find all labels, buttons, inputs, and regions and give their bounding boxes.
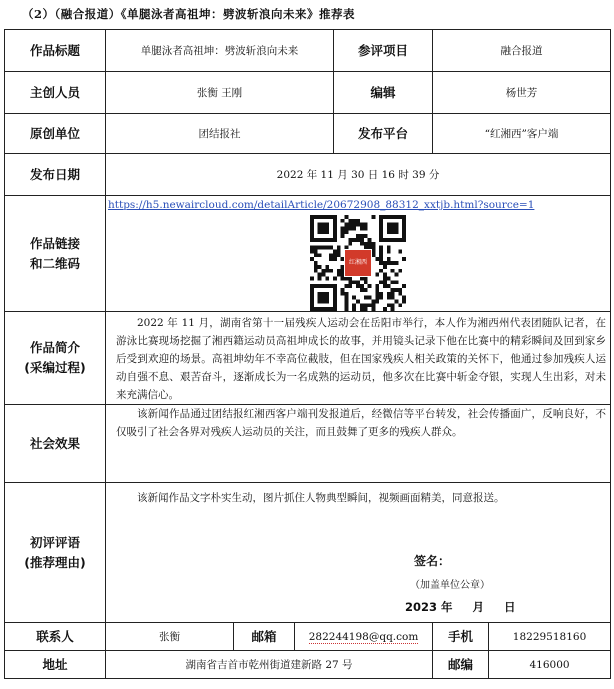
link-label-line2: 和二维码 <box>29 255 80 271</box>
review-date <box>405 599 532 615</box>
qr-code <box>310 215 406 311</box>
review-month: 月 <box>472 600 485 614</box>
address-label: 地址 <box>5 651 106 679</box>
editor-label: 编辑 <box>334 72 433 114</box>
title-value: 单腿泳者高祖坤：劈波斩浪向未来 <box>106 30 334 72</box>
effect-text: 该新闻作品通过团结报红湘西客户端刊发报道后，经微信等平台转发，社会传播面广，反响良好，不仅吸引了社会各界对残疾人运动员的关注，而且鼓舞了更多的残疾人群众。 <box>116 408 607 438</box>
address-value: 湖南省吉首市乾州街道建新路 27 号 <box>106 651 433 679</box>
zip-label: 邮编 <box>433 651 489 679</box>
link-label-line1: 作品链接 <box>29 235 80 251</box>
review-label-line1: 初评评语 <box>29 534 80 550</box>
stamp-note: （加盖单位公章） <box>410 580 490 591</box>
signature-label: 签名： <box>414 554 451 568</box>
unit-label: 原创单位 <box>5 114 106 154</box>
title-label: 作品标题 <box>5 30 106 72</box>
contact-value: 张衡 <box>106 623 234 651</box>
contact-label: 联系人 <box>5 623 106 651</box>
effect-label: 社会效果 <box>5 405 106 483</box>
platform-label: 发布平台 <box>334 114 433 154</box>
review-year: 2023 年 <box>405 600 453 614</box>
summary-label-line1: 作品简介 <box>29 340 80 355</box>
review-section <box>106 483 610 614</box>
date-label: 发布日期 <box>5 154 106 196</box>
unit-value: 团结报社 <box>106 114 334 154</box>
editor-value: 杨世芳 <box>433 72 611 114</box>
summary-label-line2: (采编过程) <box>24 360 86 375</box>
qr-logo-icon: 红湘西 <box>344 249 372 277</box>
review-label-line2: (推荐理由) <box>24 554 86 570</box>
date-value: 2022 年 11 月 30 日 16 时 39 分 <box>106 154 611 196</box>
article-link[interactable]: https://h5.newaircloud.com/detailArticle/20672908_88312_xxtjb.html?source=1 <box>108 199 535 211</box>
form-heading: （2）（融合报道）《单腿泳者高祖坤：劈波斩浪向未来》推荐表 <box>22 7 355 21</box>
summary-label <box>5 312 106 405</box>
review-day: 日 <box>504 600 516 614</box>
zip-value: 416000 <box>489 651 611 679</box>
email-text[interactable]: 282244198@qq.com <box>308 630 419 643</box>
creators-value: 张衡 王刚 <box>106 72 334 114</box>
email-value <box>295 623 433 651</box>
review-text: 该新闻作品文字朴实生动，图片抓住人物典型瞬间，视频画面精美，同意报送。 <box>137 492 505 504</box>
phone-value: 18229518160 <box>489 623 611 651</box>
phone-label: 手机 <box>433 623 489 651</box>
recommendation-form <box>4 29 611 679</box>
link-label <box>5 196 106 312</box>
category-value: 融合报道 <box>433 30 611 72</box>
creators-label: 主创人员 <box>5 72 106 114</box>
platform-value: “红湘西”客户端 <box>433 114 611 154</box>
category-label: 参评项目 <box>334 30 433 72</box>
summary-text: 2022 年 11 月，湖南省第十一届残疾人运动会在岳阳市举行，本人作为湘西州代表团随队记者，在游泳比赛现场挖掘了湘西籍运动员高祖坤成长的故事，并用镜头记录下他在比赛中的精彩瞬间及回到家乡后受到欢迎的场景。高祖坤幼年不幸高位截肢，但在国家残疾人相关政策的关怀下，他通过参加残疾人运动自强不息、艰苦奋斗，逐渐成长为一名成熟的运动员，他多次在比赛中斩金夺银，实现人生出彩，对未来充满信心。 <box>116 317 607 401</box>
email-label: 邮箱 <box>234 623 295 651</box>
review-label <box>5 483 106 623</box>
